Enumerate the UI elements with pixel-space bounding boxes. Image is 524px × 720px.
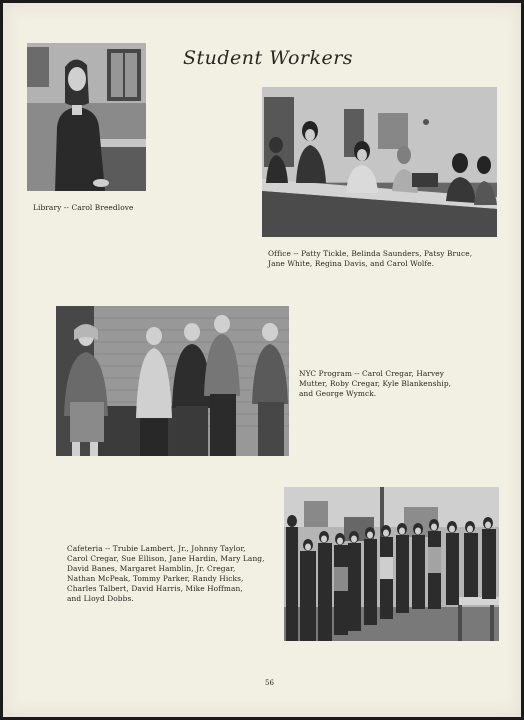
- cafeteria-caption-line-1: Cafeteria -- Trubie Lambert, Jr., Johnny Taylor,: [67, 544, 246, 553]
- library-caption: [33, 203, 134, 213]
- office-caption-line-1: Office -- Patty Tickle, Belinda Saunders, Patsy Bruce,: [268, 249, 473, 258]
- cafeteria-caption-line-3: David Banes, Margaret Hamblin, Jr. Cregar,: [67, 564, 236, 573]
- library-photo: [27, 43, 146, 191]
- office-caption-line-2: Jane White, Regina Davis, and Carol Wolfe.: [268, 259, 435, 268]
- cafeteria-photo: [284, 487, 499, 641]
- cafeteria-caption-line-5: Charles Talbert, David Harris, Mike Hoffman,: [67, 584, 243, 593]
- office-photo: [262, 87, 497, 237]
- page-number: 56: [265, 679, 274, 687]
- nyc-program-photo: [56, 306, 289, 456]
- cafeteria-caption-line-2: Carol Cregar, Sue Ellison, Jane Hardin, Mary Lang,: [67, 554, 265, 563]
- nyc-caption-line-3: and George Wymck.: [299, 389, 377, 398]
- nyc-caption-line-1: NYC Program -- Carol Cregar, Harvey: [299, 369, 445, 378]
- nyc-program-caption: [299, 369, 451, 399]
- library-caption-line: Library -- Carol Breedlove: [33, 203, 134, 212]
- nyc-caption-line-2: Mutter, Roby Cregar, Kyle Blankenship,: [299, 379, 452, 388]
- cafeteria-caption: [67, 544, 265, 604]
- yearbook-page: [3, 3, 521, 717]
- page-title: Student Workers: [183, 47, 354, 69]
- office-caption: [268, 249, 472, 269]
- cafeteria-caption-line-4: Nathan McPeak, Tommy Parker, Randy Hicks,: [67, 574, 244, 583]
- cafeteria-caption-line-6: and Lloyd Dobbs.: [67, 594, 134, 603]
